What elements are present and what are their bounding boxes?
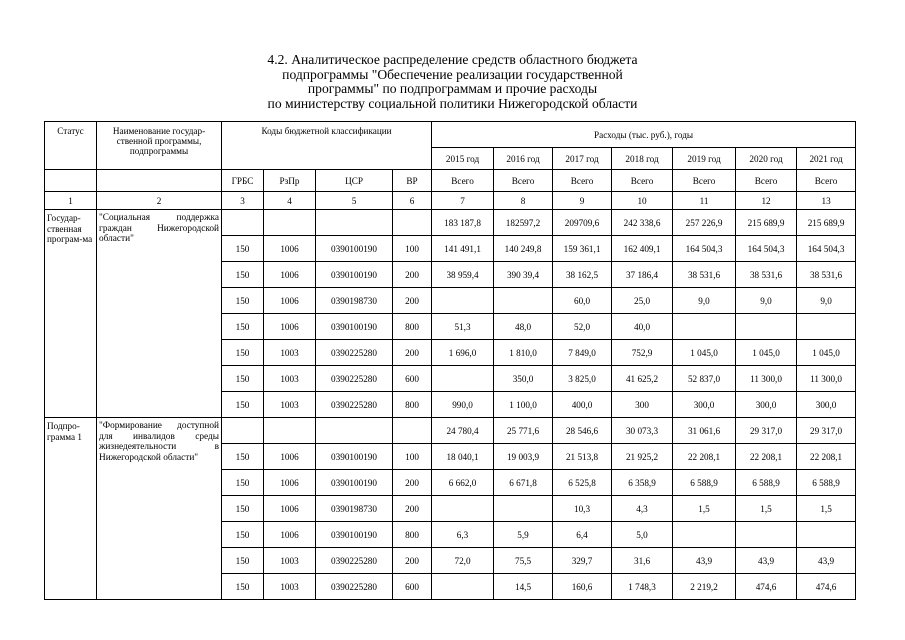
amount-cell: 300 bbox=[612, 392, 673, 418]
amount-cell: 209709,6 bbox=[553, 210, 612, 236]
amount-cell: 6 588,9 bbox=[736, 470, 797, 496]
column-number: 7 bbox=[432, 192, 494, 210]
amount-cell: 6,4 bbox=[553, 522, 612, 548]
vr-cell: 100 bbox=[393, 236, 432, 262]
vr-cell: 800 bbox=[393, 522, 432, 548]
amount-cell: 18 040,1 bbox=[432, 444, 494, 470]
header-total: Всего bbox=[553, 170, 612, 192]
amount-cell bbox=[494, 496, 553, 522]
amount-cell bbox=[432, 366, 494, 392]
amount-cell: 9,0 bbox=[673, 288, 736, 314]
csr-cell: 0390225280 bbox=[316, 548, 393, 574]
amount-cell: 14,5 bbox=[494, 574, 553, 600]
amount-cell: 390 39,4 bbox=[494, 262, 553, 288]
column-number: 12 bbox=[736, 192, 797, 210]
status-cell: Подпро-грамма 1 bbox=[45, 418, 97, 600]
amount-cell bbox=[797, 314, 856, 340]
amount-cell: 11 300,0 bbox=[736, 366, 797, 392]
rzpr-cell: 1006 bbox=[264, 314, 316, 340]
amount-cell: 22 208,1 bbox=[673, 444, 736, 470]
grbs-cell: 150 bbox=[222, 392, 264, 418]
amount-cell: 300,0 bbox=[673, 392, 736, 418]
amount-cell: 52,0 bbox=[553, 314, 612, 340]
grbs-cell: 150 bbox=[222, 444, 264, 470]
amount-cell: 183 187,8 bbox=[432, 210, 494, 236]
rzpr-cell: 1003 bbox=[264, 392, 316, 418]
amount-cell: 21 513,8 bbox=[553, 444, 612, 470]
header-codes: Коды бюджетной классификации bbox=[222, 122, 432, 170]
vr-cell: 200 bbox=[393, 288, 432, 314]
column-number: 3 bbox=[222, 192, 264, 210]
rzpr-cell: 1006 bbox=[264, 288, 316, 314]
amount-cell: 990,0 bbox=[432, 392, 494, 418]
amount-cell: 300,0 bbox=[797, 392, 856, 418]
amount-cell: 38 959,4 bbox=[432, 262, 494, 288]
header-rzpr: РзПр bbox=[264, 170, 316, 192]
header-expenses: Расходы (тыс. руб.), годы bbox=[432, 122, 856, 148]
rzpr-cell: 1006 bbox=[264, 444, 316, 470]
grbs-cell: 150 bbox=[222, 470, 264, 496]
grbs-cell bbox=[222, 418, 264, 444]
amount-cell: 1 696,0 bbox=[432, 340, 494, 366]
amount-cell: 329,7 bbox=[553, 548, 612, 574]
amount-cell: 1,5 bbox=[736, 496, 797, 522]
amount-cell: 2 219,2 bbox=[673, 574, 736, 600]
vr-cell bbox=[393, 210, 432, 236]
amount-cell: 6 588,9 bbox=[797, 470, 856, 496]
budget-table bbox=[44, 121, 856, 600]
amount-cell: 31 061,6 bbox=[673, 418, 736, 444]
amount-cell: 182597,2 bbox=[494, 210, 553, 236]
vr-cell: 100 bbox=[393, 444, 432, 470]
amount-cell: 48,0 bbox=[494, 314, 553, 340]
grbs-cell: 150 bbox=[222, 574, 264, 600]
amount-cell: 1 100,0 bbox=[494, 392, 553, 418]
header-total: Всего bbox=[797, 170, 856, 192]
csr-cell bbox=[316, 418, 393, 444]
program-name-cell: "Социальная поддержка граждан Нижегородской области" bbox=[97, 210, 222, 418]
document-title bbox=[0, 53, 905, 111]
header-total: Всего bbox=[673, 170, 736, 192]
amount-cell: 9,0 bbox=[797, 288, 856, 314]
column-number: 11 bbox=[673, 192, 736, 210]
amount-cell: 5,9 bbox=[494, 522, 553, 548]
header-year: 2021 год bbox=[797, 148, 856, 170]
amount-cell: 75,5 bbox=[494, 548, 553, 574]
vr-cell: 200 bbox=[393, 496, 432, 522]
header-name: Наименование государ-ственной программы, подпрограммы bbox=[97, 122, 222, 170]
rzpr-cell: 1006 bbox=[264, 522, 316, 548]
amount-cell: 159 361,1 bbox=[553, 236, 612, 262]
header-year: 2017 год bbox=[553, 148, 612, 170]
amount-cell: 38 162,5 bbox=[553, 262, 612, 288]
rzpr-cell: 1006 bbox=[264, 236, 316, 262]
header-year: 2020 год bbox=[736, 148, 797, 170]
amount-cell: 29 317,0 bbox=[736, 418, 797, 444]
amount-cell bbox=[673, 522, 736, 548]
vr-cell: 600 bbox=[393, 574, 432, 600]
csr-cell: 0390100190 bbox=[316, 522, 393, 548]
amount-cell: 43,9 bbox=[673, 548, 736, 574]
header-blank bbox=[97, 170, 222, 192]
amount-cell: 25,0 bbox=[612, 288, 673, 314]
amount-cell: 6 662,0 bbox=[432, 470, 494, 496]
csr-cell: 0390100190 bbox=[316, 444, 393, 470]
rzpr-cell: 1003 bbox=[264, 574, 316, 600]
csr-cell: 0390198730 bbox=[316, 496, 393, 522]
grbs-cell: 150 bbox=[222, 548, 264, 574]
amount-cell: 9,0 bbox=[736, 288, 797, 314]
amount-cell: 6 588,9 bbox=[673, 470, 736, 496]
amount-cell: 164 504,3 bbox=[797, 236, 856, 262]
amount-cell: 11 300,0 bbox=[797, 366, 856, 392]
amount-cell: 164 504,3 bbox=[673, 236, 736, 262]
title-line: 4.2. Аналитическое распределение средств областного бюджета bbox=[267, 52, 638, 67]
column-number: 10 bbox=[612, 192, 673, 210]
rzpr-cell: 1003 bbox=[264, 340, 316, 366]
vr-cell: 200 bbox=[393, 340, 432, 366]
amount-cell: 38 531,6 bbox=[797, 262, 856, 288]
header-total: Всего bbox=[432, 170, 494, 192]
amount-cell: 72,0 bbox=[432, 548, 494, 574]
vr-cell bbox=[393, 418, 432, 444]
amount-cell: 1 045,0 bbox=[736, 340, 797, 366]
header-grbs: ГРБС bbox=[222, 170, 264, 192]
table-row bbox=[45, 418, 856, 444]
amount-cell: 43,9 bbox=[797, 548, 856, 574]
amount-cell: 1 810,0 bbox=[494, 340, 553, 366]
amount-cell: 752,9 bbox=[612, 340, 673, 366]
vr-cell: 600 bbox=[393, 366, 432, 392]
amount-cell: 60,0 bbox=[553, 288, 612, 314]
column-number: 8 bbox=[494, 192, 553, 210]
vr-cell: 200 bbox=[393, 470, 432, 496]
amount-cell: 22 208,1 bbox=[797, 444, 856, 470]
csr-cell: 0390225280 bbox=[316, 366, 393, 392]
csr-cell: 0390225280 bbox=[316, 574, 393, 600]
header-csr: ЦСР bbox=[316, 170, 393, 192]
amount-cell: 4,3 bbox=[612, 496, 673, 522]
amount-cell: 350,0 bbox=[494, 366, 553, 392]
column-number: 1 bbox=[45, 192, 97, 210]
amount-cell: 1 045,0 bbox=[673, 340, 736, 366]
csr-cell: 0390100190 bbox=[316, 470, 393, 496]
vr-cell: 200 bbox=[393, 262, 432, 288]
amount-cell: 51,3 bbox=[432, 314, 494, 340]
grbs-cell: 150 bbox=[222, 314, 264, 340]
amount-cell: 257 226,9 bbox=[673, 210, 736, 236]
rzpr-cell: 1003 bbox=[264, 548, 316, 574]
amount-cell: 215 689,9 bbox=[736, 210, 797, 236]
header-status: Статус bbox=[45, 122, 97, 170]
amount-cell: 400,0 bbox=[553, 392, 612, 418]
amount-cell: 30 073,3 bbox=[612, 418, 673, 444]
amount-cell: 31,6 bbox=[612, 548, 673, 574]
csr-cell bbox=[316, 210, 393, 236]
amount-cell: 1 748,3 bbox=[612, 574, 673, 600]
header-total: Всего bbox=[494, 170, 553, 192]
amount-cell bbox=[432, 288, 494, 314]
amount-cell: 6 671,8 bbox=[494, 470, 553, 496]
vr-cell: 800 bbox=[393, 392, 432, 418]
csr-cell: 0390225280 bbox=[316, 340, 393, 366]
rzpr-cell: 1003 bbox=[264, 366, 316, 392]
column-number: 2 bbox=[97, 192, 222, 210]
amount-cell: 52 837,0 bbox=[673, 366, 736, 392]
rzpr-cell: 1006 bbox=[264, 496, 316, 522]
amount-cell: 10,3 bbox=[553, 496, 612, 522]
amount-cell bbox=[736, 314, 797, 340]
amount-cell: 164 504,3 bbox=[736, 236, 797, 262]
column-number: 13 bbox=[797, 192, 856, 210]
amount-cell: 28 546,6 bbox=[553, 418, 612, 444]
grbs-cell: 150 bbox=[222, 522, 264, 548]
amount-cell bbox=[797, 522, 856, 548]
amount-cell: 38 531,6 bbox=[673, 262, 736, 288]
amount-cell: 162 409,1 bbox=[612, 236, 673, 262]
header-year: 2018 год bbox=[612, 148, 673, 170]
status-cell: Государ-ственная програм-ма bbox=[45, 210, 97, 418]
csr-cell: 0390100190 bbox=[316, 314, 393, 340]
amount-cell: 6 358,9 bbox=[612, 470, 673, 496]
header-year: 2016 год bbox=[494, 148, 553, 170]
amount-cell: 6,3 bbox=[432, 522, 494, 548]
amount-cell: 5,0 bbox=[612, 522, 673, 548]
vr-cell: 800 bbox=[393, 314, 432, 340]
amount-cell bbox=[736, 522, 797, 548]
grbs-cell: 150 bbox=[222, 340, 264, 366]
header-year: 2019 год bbox=[673, 148, 736, 170]
csr-cell: 0390198730 bbox=[316, 288, 393, 314]
amount-cell: 474,6 bbox=[736, 574, 797, 600]
amount-cell: 215 689,9 bbox=[797, 210, 856, 236]
grbs-cell: 150 bbox=[222, 366, 264, 392]
column-number: 4 bbox=[264, 192, 316, 210]
rzpr-cell: 1006 bbox=[264, 470, 316, 496]
csr-cell: 0390225280 bbox=[316, 392, 393, 418]
grbs-cell: 150 bbox=[222, 496, 264, 522]
amount-cell: 38 531,6 bbox=[736, 262, 797, 288]
amount-cell: 3 825,0 bbox=[553, 366, 612, 392]
amount-cell: 141 491,1 bbox=[432, 236, 494, 262]
amount-cell: 1 045,0 bbox=[797, 340, 856, 366]
column-number: 6 bbox=[393, 192, 432, 210]
amount-cell: 140 249,8 bbox=[494, 236, 553, 262]
amount-cell: 19 003,9 bbox=[494, 444, 553, 470]
rzpr-cell: 1006 bbox=[264, 262, 316, 288]
header-total: Всего bbox=[736, 170, 797, 192]
amount-cell: 43,9 bbox=[736, 548, 797, 574]
grbs-cell bbox=[222, 210, 264, 236]
title-line: по министерству социальной политики Нижегородской области bbox=[267, 95, 638, 111]
grbs-cell: 150 bbox=[222, 236, 264, 262]
amount-cell: 6 525,8 bbox=[553, 470, 612, 496]
table-row bbox=[45, 210, 856, 236]
csr-cell: 0390100190 bbox=[316, 236, 393, 262]
amount-cell: 40,0 bbox=[612, 314, 673, 340]
rzpr-cell bbox=[264, 210, 316, 236]
amount-cell bbox=[432, 496, 494, 522]
header-year: 2015 год bbox=[432, 148, 494, 170]
amount-cell: 24 780,4 bbox=[432, 418, 494, 444]
amount-cell: 1,5 bbox=[673, 496, 736, 522]
title-line: подпрограммы "Обеспечение реализации государственной bbox=[282, 66, 623, 82]
table-body bbox=[45, 210, 856, 600]
vr-cell: 200 bbox=[393, 548, 432, 574]
header-total: Всего bbox=[612, 170, 673, 192]
amount-cell: 242 338,6 bbox=[612, 210, 673, 236]
amount-cell: 160,6 bbox=[553, 574, 612, 600]
amount-cell: 300,0 bbox=[736, 392, 797, 418]
amount-cell: 37 186,4 bbox=[612, 262, 673, 288]
amount-cell: 25 771,6 bbox=[494, 418, 553, 444]
amount-cell bbox=[673, 314, 736, 340]
grbs-cell: 150 bbox=[222, 288, 264, 314]
csr-cell: 0390100190 bbox=[316, 262, 393, 288]
title-line: программы" по подпрограммам и прочие расходы bbox=[307, 81, 598, 96]
program-name-cell: "Формирование доступной для инвалидов среды жизнедеятельности в Нижегородской области" bbox=[97, 418, 222, 600]
column-number: 9 bbox=[553, 192, 612, 210]
amount-cell: 1,5 bbox=[797, 496, 856, 522]
amount-cell: 29 317,0 bbox=[797, 418, 856, 444]
rzpr-cell bbox=[264, 418, 316, 444]
amount-cell bbox=[494, 288, 553, 314]
amount-cell bbox=[432, 574, 494, 600]
column-number: 5 bbox=[316, 192, 393, 210]
header-blank bbox=[45, 170, 97, 192]
amount-cell: 22 208,1 bbox=[736, 444, 797, 470]
amount-cell: 7 849,0 bbox=[553, 340, 612, 366]
header-vr: ВР bbox=[393, 170, 432, 192]
grbs-cell: 150 bbox=[222, 262, 264, 288]
amount-cell: 21 925,2 bbox=[612, 444, 673, 470]
amount-cell: 41 625,2 bbox=[612, 366, 673, 392]
amount-cell: 474,6 bbox=[797, 574, 856, 600]
